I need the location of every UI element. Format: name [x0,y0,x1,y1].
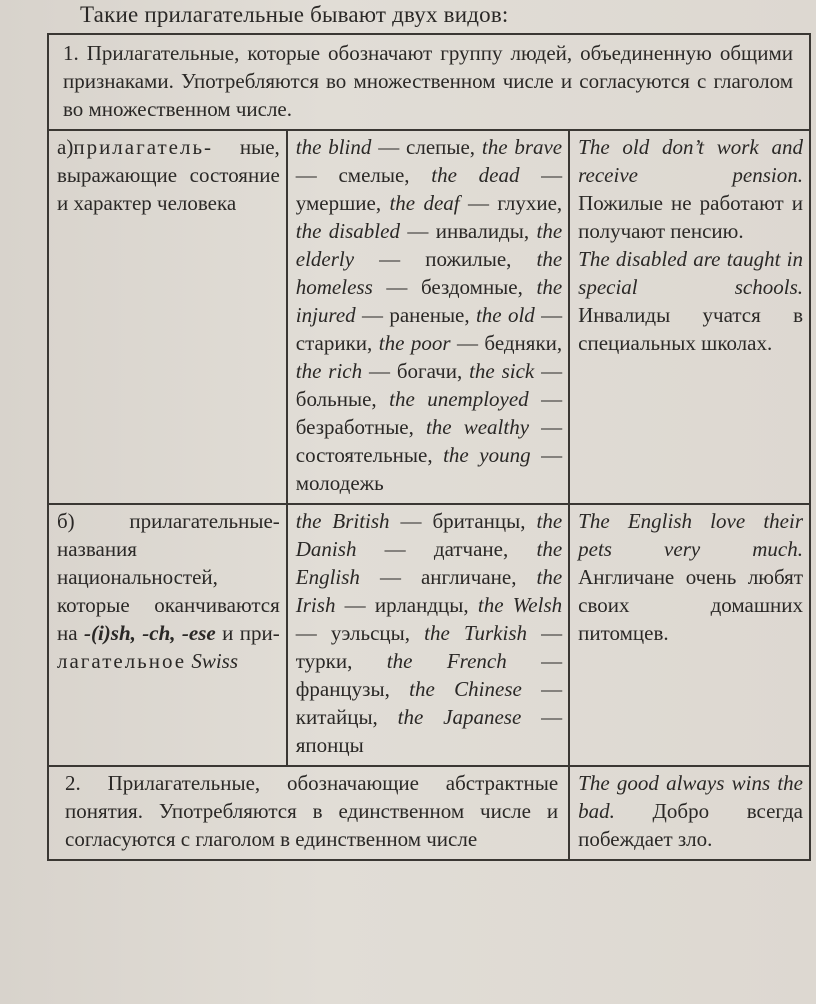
example-sentence [578,245,803,357]
sentence-ru: Англичане очень любят своих домашних питомцев. [578,565,803,645]
example-en: the Chinese [409,677,522,701]
example-en: the unemployed [389,387,529,411]
sentence-en: The English love their pets very much. [578,509,803,561]
section1-row [48,34,810,130]
section2-row [48,766,810,860]
example-sentence [578,133,803,245]
example-en: the blind [295,135,372,159]
example-en: the young [443,443,531,467]
example-en: the homeless [295,247,563,299]
row-b-label [48,504,287,766]
example-en: the sick [469,359,535,383]
example-en: the brave [481,135,563,159]
example-ru: — слепые, [371,135,482,159]
example-ru: — старики, [295,303,563,355]
example-en: the Turkish [424,621,527,645]
example-en: the deaf [389,191,460,215]
row-b [48,504,810,766]
example-item [379,331,562,355]
sentence-ru: Инвалиды учатся в специальных школах. [578,303,803,355]
section2-text: 2. Прилагательные, обозначающие абстрактные понятия. Употребляются в единственном числе и согласуются с глаголом в единственном числе [48,766,569,860]
example-ru: — раненые, [355,303,476,327]
row-a-label-rest: ные, выражающие состояние и характер человека [57,135,280,215]
example-ru: — турки, [295,621,563,673]
sentence-en: The disabled are taught in special schools. [578,247,803,299]
example-en: the English [295,537,563,589]
example-ru: — французы, [295,649,563,701]
example-ru: — бедняки, [450,331,563,355]
section2-sentence [569,766,810,860]
example-ru: — англичане, [359,565,537,589]
row-b-sentence [569,504,810,766]
sentence-ru: Добро всегда побеждает зло. [578,799,803,851]
row-a [48,130,810,504]
example-ru: — умершие, [295,163,563,215]
example-ru: — глухие, [459,191,563,215]
example-ru: — смелые, [295,163,432,187]
example-en: the British [295,509,390,533]
example-en: the rich [295,359,363,383]
example-en: the Welsh [477,593,563,617]
sentence-en: The good always wins the bad. [578,771,803,823]
sentence-ru: Пожилые не работают и получают пенсию. [578,191,803,243]
row-a-sentences [569,130,810,504]
example-ru: — молодежь [295,443,563,495]
example-en: the elderly [295,219,563,271]
page-heading: Такие прилагательные бывают двух видов: [80,2,509,27]
example-ru: — уэльсцы, [295,621,425,645]
example-ru: — китайцы, [295,677,563,729]
example-en: the French [386,649,507,673]
example-ru: — датчане, [356,537,537,561]
example-en: the Japanese [397,705,522,729]
row-b-spaced-word: лагательное [57,649,187,673]
example-item [296,219,537,243]
example-en: the wealthy [425,415,530,439]
example-en: the poor [378,331,451,355]
row-a-label [48,130,287,504]
example-ru: — инвалиды, [399,219,537,243]
example-item [389,191,562,215]
row-b-label-text2: и при- [215,621,280,645]
example-en: the dead [431,163,520,187]
grammar-table [47,33,811,861]
row-a-examples [287,130,569,504]
example-ru: — безработные, [295,387,563,439]
row-a-spaced-word: прилагатель- [73,135,214,159]
example-en: the Irish [295,565,563,617]
example-en: the disabled [295,219,400,243]
example-ru: — ирландцы, [335,593,478,617]
example-ru: — британцы, [389,509,537,533]
row-b-label-text: б) прилагательные-названия национальностей, которые оканчиваются на [57,509,280,645]
example-ru: — состоятельные, [295,415,563,467]
example-ru: — пожилые, [354,247,537,271]
example-ru: — бездомные, [372,275,537,299]
example-ru: — японцы [295,705,563,757]
example-item [296,509,537,533]
example-item [296,135,482,159]
sentence-en: The old don’t work and receive pension. [578,135,803,187]
example-en: the injured [295,275,563,327]
row-b-swiss: Swiss [191,649,238,673]
example-item [296,359,469,383]
row-b-endings: -(i)sh, -ch, -ese [83,621,216,645]
example-en: the old [475,303,535,327]
example-ru: — богачи, [362,359,470,383]
row-b-examples [287,504,569,766]
example-ru: — больные, [295,359,563,411]
row-a-marker: а) [57,135,74,159]
example-en: the Danish [295,509,563,561]
section1-text: 1. Прилагательные, которые обозначают группу людей, объединенную общими признаками. Употребляются во множественном числе и согласуются с глаголом во множественном числе. [48,34,810,130]
